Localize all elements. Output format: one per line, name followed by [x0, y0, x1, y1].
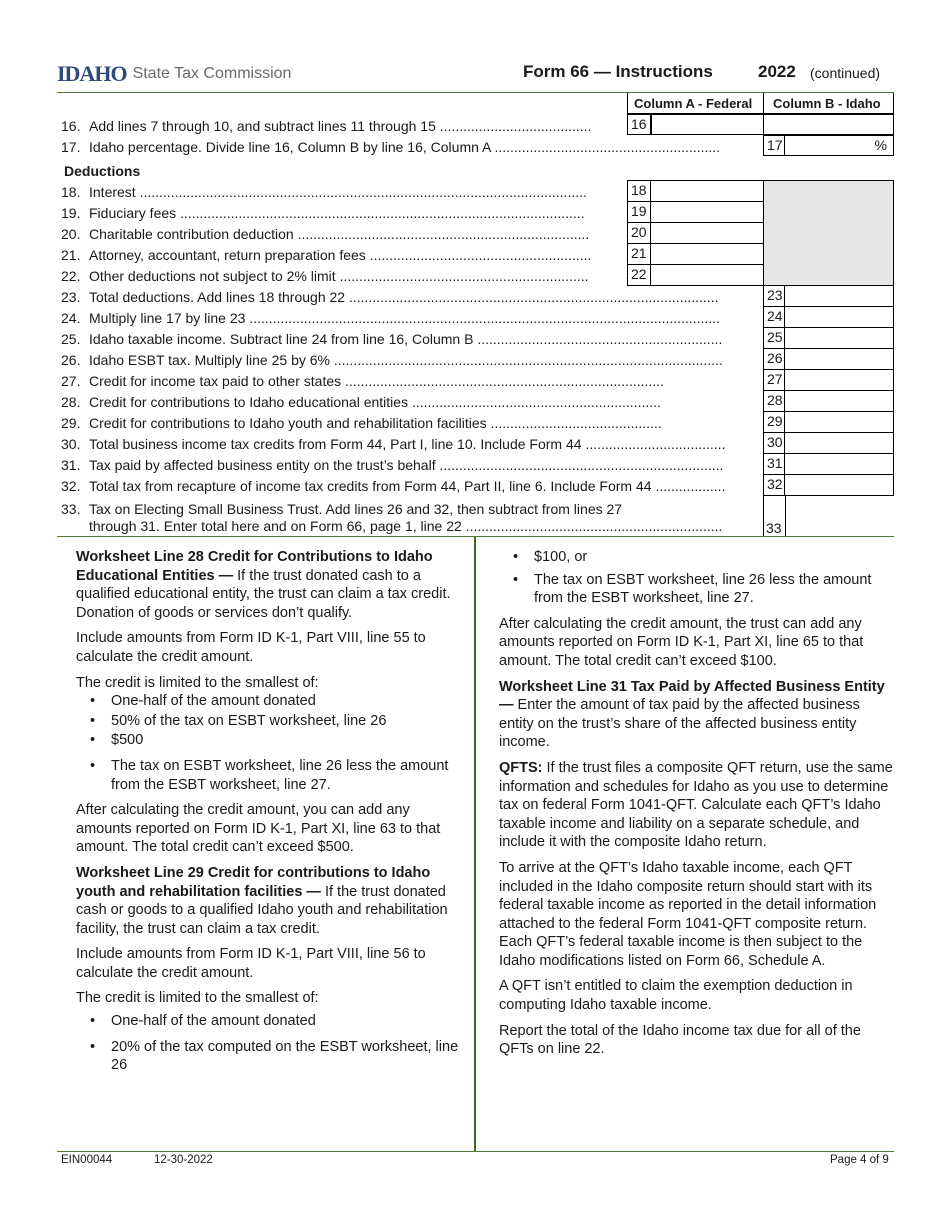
line-24-input[interactable] [785, 306, 894, 328]
qfts-paragraph: QFTS: If the trust files a composite QFT return, use the same information and schedules for Idaho as you use to determine tax on federal Form 1041-QFT. Calculate each QFT’s Idaho taxable income and liability on a separate schedule, and include it with the composite Idaho return. [499, 759, 893, 851]
line-31: 31. Tax paid by affected business entity on the trust’s behalf ......................................................................... [61, 457, 724, 473]
footer-date: 12-30-2022 [154, 1154, 213, 1166]
list-item: • 20% of the tax computed on the ESBT worksheet, line 26 [90, 1038, 459, 1074]
box-24-label: 24 [763, 306, 785, 328]
line-28-input[interactable] [785, 390, 894, 412]
worksheet-29-limit: The credit is limited to the smallest of: [76, 990, 319, 1007]
list-item: • The tax on ESBT worksheet, line 26 less the amount from the ESBT worksheet, line 27. [90, 757, 449, 793]
header-rule [57, 92, 894, 93]
footer-code: EIN00044 [61, 1154, 113, 1166]
worksheet-29-include: Include amounts from Form ID K-1, Part VIII, line 56 to calculate the credit amount. [76, 946, 426, 981]
list-item: • 50% of the tax on ESBT worksheet, line 26 [90, 712, 387, 729]
box-23-label: 23 [763, 285, 785, 307]
right-column [499, 548, 894, 1066]
line-18: 18. Interest ................................................................................................................... [61, 184, 587, 200]
worksheet-29-after: After calculating the credit amount, the trust can add any amounts reported on Form ID K-1, Part XI, line 65 to that amount. The total credit can’t exceed $100. [499, 615, 864, 669]
list-item: • $100, or [513, 549, 588, 565]
line-30: 30. Total business income tax credits from Form 44, Part I, line 10. Include Form 44 .................................... [61, 436, 726, 452]
worksheet-28-intro: Worksheet Line 28 Credit for Contributions to Idaho Educational Entities — If the trust donated cash to a qualified educational entity, the trust can claim a tax credit. Donation of goods or services don’t qualify. [76, 549, 451, 621]
form-title: Form 66 — Instructions [523, 62, 713, 81]
line-17-input[interactable] [785, 135, 894, 156]
column-a-header: Column A - Federal [634, 96, 753, 111]
line-21-input[interactable] [651, 243, 764, 265]
qft-exemption: A QFT isn’t entitled to claim the exemption deduction in computing Idaho taxable income. [499, 978, 853, 1014]
line-30-input[interactable] [785, 432, 894, 454]
line-16-column-b-input[interactable] [763, 114, 894, 135]
line-20-input[interactable] [651, 222, 764, 244]
worksheet-29-list [76, 1012, 460, 1075]
worksheet-29-list-cont [499, 548, 894, 608]
line-19: 19. Fiduciary fees ........................................................................................................ [61, 205, 585, 221]
box-25-label: 25 [763, 327, 785, 349]
line-25-input[interactable] [785, 327, 894, 349]
line-29-input[interactable] [785, 411, 894, 433]
footer-page-number: Page 4 of 9 [830, 1154, 889, 1166]
list-item: • One-half of the amount donated [90, 1013, 316, 1030]
qft-report-total: Report the total of the Idaho income tax due for all of the QFTs on line 22. [499, 1022, 861, 1058]
footer-rule [57, 1151, 894, 1152]
worksheet-28-include: Include amounts from Form ID K-1, Part VIII, line 55 to calculate the credit amount. [76, 630, 426, 665]
box-26-label: 26 [763, 348, 785, 370]
line-25: 25. Idaho taxable income. Subtract line 24 from line 16, Column B ............................................................... [61, 331, 723, 347]
box-17-label: 17 [763, 135, 785, 156]
box-29-label: 29 [763, 411, 785, 433]
line-26: 26. Idaho ESBT tax. Multiply line 25 by 6% .................................................................................................... [61, 352, 723, 368]
line-27: 27. Credit for income tax paid to other states .................................................................................. [61, 373, 664, 389]
column-b-header: Column B - Idaho [773, 96, 881, 111]
box-20-label: 20 [627, 222, 651, 244]
worksheet-29-intro: Worksheet Line 29 Credit for contributions to Idaho youth and rehabilitation facilities — If the trust donated cash or goods to a qualified Idaho youth and rehabilitation facility, the trust can claim a tax credit. [76, 864, 448, 937]
line-17: 17. Idaho percentage. Divide line 16, Column B by line 16, Column A .......................................................... [61, 139, 721, 155]
line-26-input[interactable] [785, 348, 894, 370]
line-24: 24. Multiply line 17 by line 23 ......................................................................................................................... [61, 310, 720, 326]
line-21: 21. Attorney, accountant, return preparation fees ......................................................... [61, 247, 592, 263]
idaho-logo [57, 62, 291, 86]
line-31-input[interactable] [785, 453, 894, 475]
logo-mark: IDAHO [57, 61, 127, 86]
logo-text: State Tax Commission [132, 65, 292, 82]
worksheet-28-list [76, 692, 460, 794]
line-28: 28. Credit for contributions to Idaho educational entities ................................................................ [61, 394, 661, 410]
line-22-input[interactable] [651, 264, 764, 286]
line-29: 29. Credit for contributions to Idaho youth and rehabilitation facilities ............................................ [61, 415, 662, 431]
line-23-input[interactable] [785, 285, 894, 307]
worksheet-31-intro: Worksheet Line 31 Tax Paid by Affected Business Entity — Enter the amount of tax paid by the affected business entity on the trust’s share of the affected business entity income. [499, 678, 885, 751]
line-19-input[interactable] [651, 201, 764, 223]
box-32-label: 32 [763, 474, 785, 496]
box-21-label: 21 [627, 243, 651, 265]
percent-sign: % [874, 137, 887, 153]
left-column [76, 548, 460, 1082]
line-33: 33. Tax on Electing Small Business Trust. Add lines 26 and 32, then subtract from lines 27 [61, 501, 623, 517]
shaded-area [764, 181, 894, 285]
line-16: 16. Add lines 7 through 10, and subtract lines 11 through 15 ....................................... [61, 118, 592, 134]
line-33-cont: through 31. Enter total here and on Form 66, page 1, line 22 .................................................................. [89, 518, 723, 534]
column-divider [474, 537, 476, 1151]
line-22: 22. Other deductions not subject to 2% limit ................................................................ [61, 268, 589, 284]
box-30-label: 30 [763, 432, 785, 454]
worksheet-28-limit: The credit is limited to the smallest of: [76, 674, 319, 691]
line-33-input[interactable] [786, 496, 893, 536]
line-32: 32. Total tax from recapture of income tax credits from Form 44, Part II, line 6. Include Form 44 .................. [61, 478, 726, 494]
box-16-label: 16 [627, 114, 651, 135]
line-18-input[interactable] [651, 180, 764, 202]
box-19-label: 19 [627, 201, 651, 223]
deductions-heading: Deductions [64, 163, 141, 179]
box-28-label: 28 [763, 390, 785, 412]
box-31-label: 31 [763, 453, 785, 475]
box-18-label: 18 [627, 180, 651, 202]
continued-label: (continued) [810, 65, 881, 81]
form-year: 2022 [758, 62, 796, 81]
line-16-column-a-input[interactable] [651, 114, 764, 135]
list-item: • $500 [90, 732, 144, 749]
line-27-input[interactable] [785, 369, 894, 391]
line-20: 20. Charitable contribution deduction ........................................................................... [61, 226, 590, 242]
list-item: • The tax on ESBT worksheet, line 26 less the amount from the ESBT worksheet, line 27. [513, 571, 872, 607]
box-27-label: 27 [763, 369, 785, 391]
line-32-input[interactable] [785, 474, 894, 496]
line-23: 23. Total deductions. Add lines 18 through 22 ............................................................................................... [61, 289, 719, 305]
box-22-label: 22 [627, 264, 651, 286]
qft-taxable-income: To arrive at the QFT’s Idaho taxable income, each QFT included in the Idaho composite return should start with its federal taxable income as reported in the detail information attached to the federal Form 1041-QFT composite return. Each QFT’s federal taxable income is then subject to the Idaho modifications listed on Form 66, Schedule A. [499, 859, 877, 969]
list-item: • One-half of the amount donated [90, 693, 316, 710]
box-33-label: 33 [766, 520, 782, 536]
worksheet-28-after: After calculating the credit amount, you can add any amounts reported on Form ID K-1, Part XI, line 63 to that amount. The total credit can’t exceed $500. [76, 802, 441, 856]
